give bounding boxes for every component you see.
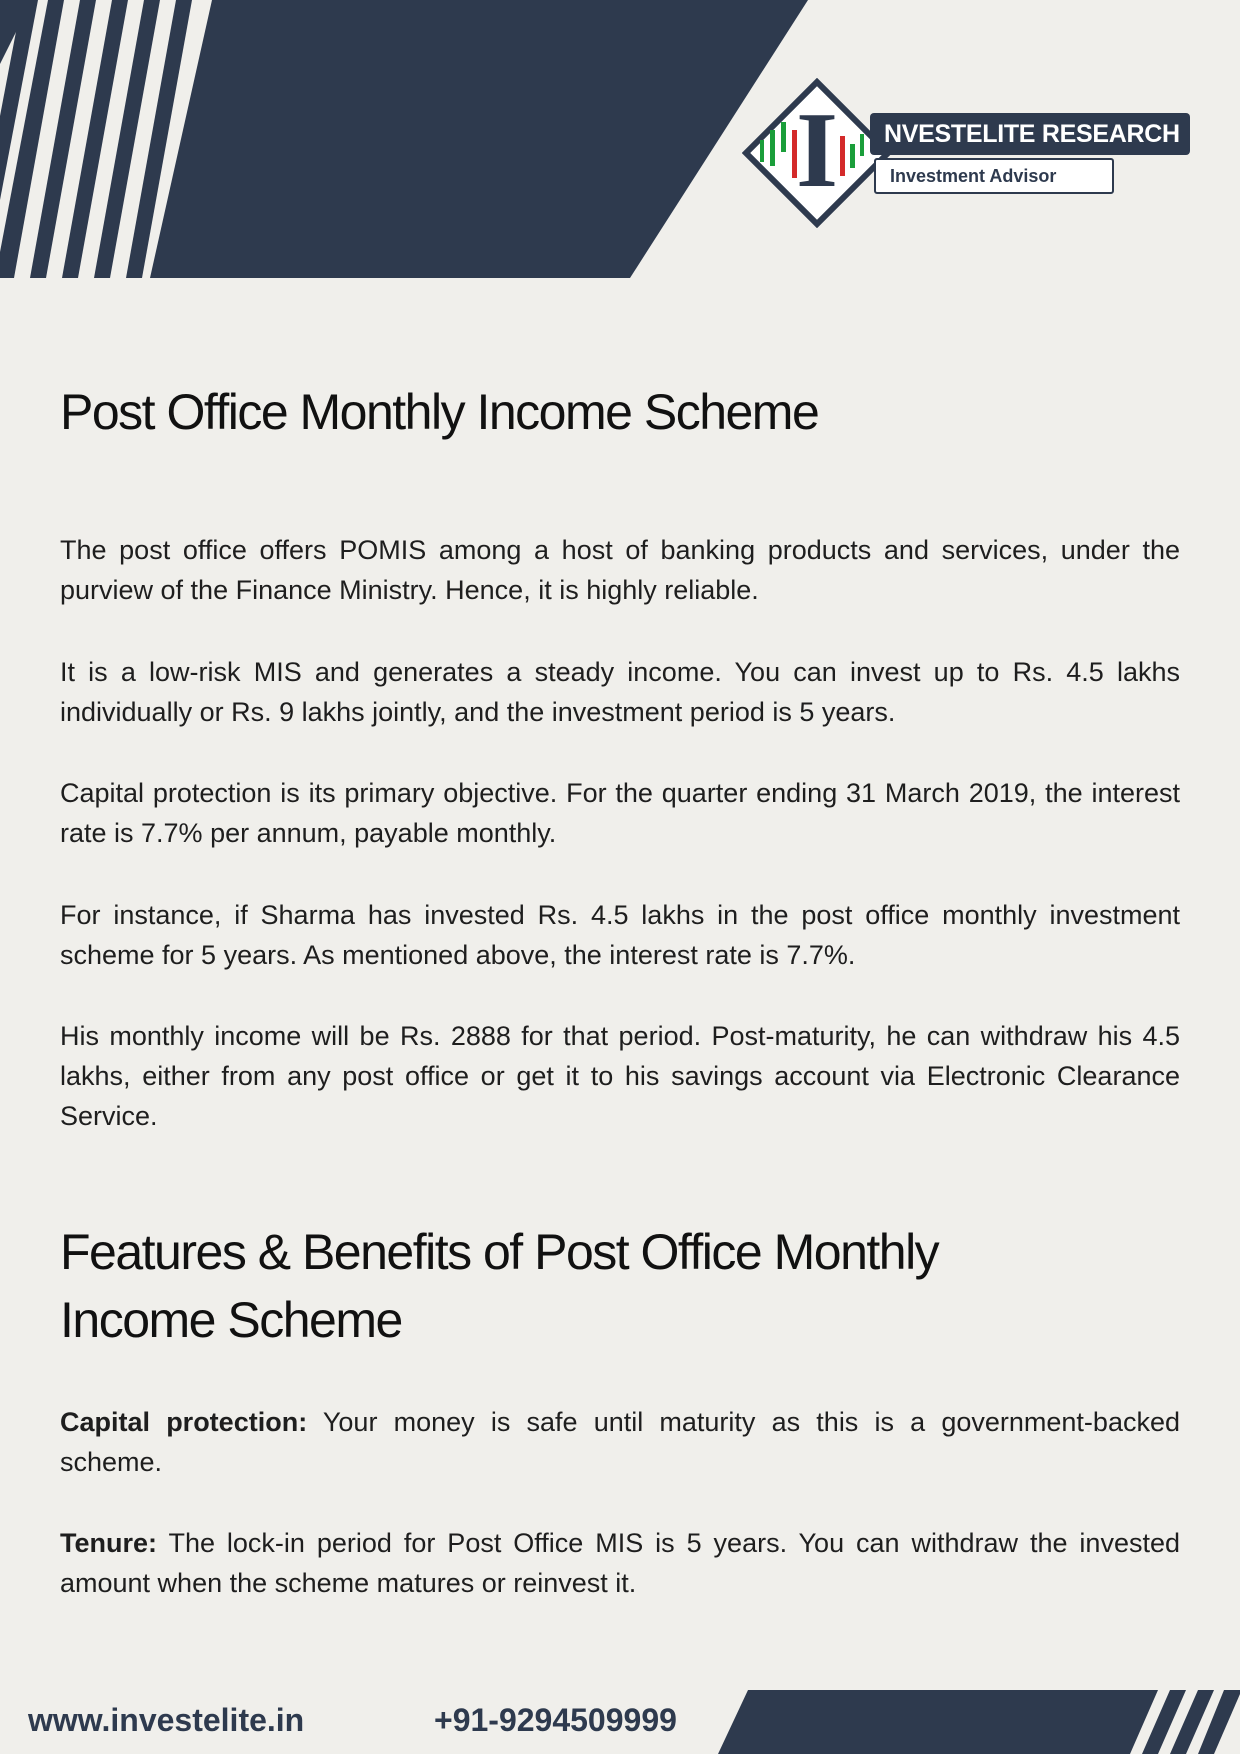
page-title: Post Office Monthly Income Scheme (60, 384, 819, 440)
feature-tenure (60, 1523, 1180, 1603)
phone-link[interactable]: +91-9294509999 (434, 1702, 677, 1738)
feature-label: Capital protection: (60, 1407, 308, 1437)
header-band (150, 0, 808, 278)
website-link[interactable]: www.investelite.in (28, 1702, 305, 1738)
feature-capital-protection (60, 1402, 1180, 1482)
header-stripe (30, 0, 96, 278)
features-heading: Features & Benefits of Post Office Monthly Income Scheme (60, 1224, 939, 1348)
paragraph-example: For instance, if Sharma has invested Rs. 4.5 lakhs in the post office monthly investment scheme for 5 years. As mentioned above, the interest rate is 7.7%. (60, 900, 1180, 970)
header-stripe (62, 0, 128, 278)
paragraph-monthly-income: His monthly income will be Rs. 2888 for that period. Post-maturity, he can withdraw his 4.5 lakhs, either from any post office or get it to his savings account via Electronic Clearance Service. (60, 1021, 1180, 1131)
paragraph-investment-limits: It is a low-risk MIS and generates a steady income. You can invest up to Rs. 4.5 lakhs individually or Rs. 9 lakhs jointly, and the investment period is 5 years. (60, 657, 1180, 727)
logo-monogram: I (796, 91, 839, 210)
feature-text: Your money is safe until maturity as this is a government-backed scheme. (60, 1407, 1180, 1477)
brand-tagline: Investment Advisor (874, 158, 1114, 194)
brand-name: NVESTELITE RESEARCH (870, 113, 1190, 155)
feature-label: Tenure: (60, 1528, 158, 1558)
footer-band (718, 1690, 1158, 1754)
paragraph-interest-rate: Capital protection is its primary objective. For the quarter ending 31 March 2019, the interest rate is 7.7% per annum, payable monthly. (60, 778, 1180, 848)
paragraph-overview: The post office offers POMIS among a host of banking products and services, under the purview of the Finance Ministry. Hence, it is highly reliable. (60, 535, 1180, 605)
header-stripe (94, 0, 160, 278)
feature-text: The lock-in period for Post Office MIS is 5 years. You can withdraw the invested amount when the scheme matures or reinvest it. (60, 1528, 1180, 1598)
